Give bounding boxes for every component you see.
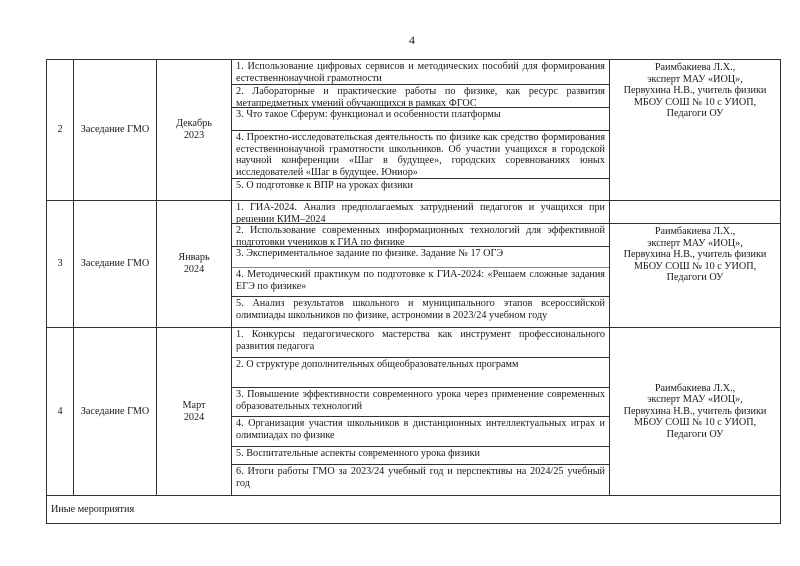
responsible-empty-subcell — [610, 201, 780, 224]
row-number: 2 — [47, 60, 74, 201]
date-year: 2024 — [183, 264, 205, 275]
page-number: 4 — [409, 33, 415, 47]
topic-item: 1. ГИА-2024. Анализ предполагаемых затруднений педагогов и учащихся при решении КИМ–2024 — [232, 201, 609, 224]
events-table — [46, 59, 781, 524]
event-date — [157, 328, 232, 496]
topic-item: 3. Что такое Сферум: функционал и особенности платформы — [232, 108, 609, 131]
responsible-line: Раимбакиева Л.Х., — [654, 62, 736, 73]
event-date — [157, 201, 232, 328]
responsible-line: МБОУ СОШ № 10 с УИОП, — [633, 260, 757, 272]
topic-item: 4. Организация участия школьников в дистанционных интеллектуальных играх и олимпиадах по физике — [232, 417, 609, 447]
event-type: Заседание ГМО — [74, 201, 157, 328]
responsible-line: Педагоги ОУ — [666, 108, 724, 120]
responsible-line: эксперт МАУ «ИОЦ», — [647, 237, 743, 249]
table-row — [47, 60, 781, 201]
topic-item: 5. Воспитательные аспекты современного урока физики — [232, 447, 609, 465]
event-date — [157, 60, 232, 201]
responsible-line: Раимбакиева Л.Х., — [654, 382, 736, 394]
responsible-line: МБОУ СОШ № 10 с УИОП, — [633, 96, 757, 108]
topic-item: 4. Методический практикум по подготовке к ГИА-2024: «Решаем сложные задания ЕГЭ по физике» — [232, 268, 609, 297]
topic-item: 5. Анализ результатов школьного и муниципального этапов всероссийской олимпиады школьников по физике, астрономии в 2023/24 учебном году — [236, 298, 605, 321]
topic-item: 1. Использование цифровых сервисов и методических пособий для формирования естественнонаучной грамотности — [232, 60, 609, 85]
responsible-line: Первухина Н.В., учитель физики — [623, 249, 767, 261]
date-year: 2024 — [183, 411, 205, 423]
responsible-line: Первухина Н.В., учитель физики — [623, 405, 767, 417]
responsible-line: эксперт МАУ «ИОЦ», — [647, 394, 743, 406]
topic-item: 1. Конкурсы педагогического мастерства как инструмент профессионального развития педагога — [232, 328, 609, 358]
responsible-cell — [610, 328, 781, 496]
topics-cell — [232, 60, 610, 201]
row-number: 3 — [47, 201, 74, 328]
responsible-line: МБОУ СОШ № 10 с УИОП, — [633, 417, 757, 429]
responsible-line: Раимбакиева Л.Х., — [654, 226, 736, 237]
topic-item: 5. О подготовке к ВПР на уроках физики — [236, 180, 413, 191]
topic-item: 2. Использование современных информационных технологий для эффективной подготовки учеников к ГИА по физике — [232, 224, 609, 247]
topic-item: 3. Экспериментальное задание по физике. Задание № 17 ОГЭ — [232, 247, 609, 268]
responsible-cell — [610, 60, 781, 201]
event-type: Заседание ГМО — [74, 328, 157, 496]
topic-item: 3. Повышение эффективности современного урока через применение современных образовательных технологий — [232, 388, 609, 417]
responsible-line: Педагоги ОУ — [666, 428, 724, 440]
topics-cell — [232, 201, 610, 328]
date-month: Январь — [178, 252, 210, 264]
responsible-line: Первухина Н.В., учитель физики — [623, 85, 767, 97]
date-month: Декабрь — [176, 118, 212, 130]
responsible-line: эксперт МАУ «ИОЦ», — [647, 73, 743, 85]
topics-cell — [232, 328, 610, 496]
date-month: Март — [182, 399, 206, 411]
table-row — [47, 328, 781, 496]
table-row — [47, 201, 781, 328]
topic-item: 4. Проектно-исследовательская деятельность по физике как средство формирования естественнонаучной грамотности школьников. Об участии учащихся в городской научной конференции «Шаг в будущее», городских соревнованиях юных исследователей «Шаг в будущее. Юниор» — [232, 131, 609, 179]
responsible-cell — [610, 201, 781, 328]
topic-item: 2. О структуре дополнительных общеобразовательных программ — [232, 358, 609, 388]
other-events-row — [47, 496, 781, 524]
event-type: Заседание ГМО — [74, 60, 157, 201]
row-number: 4 — [47, 328, 74, 496]
responsible-line: Педагоги ОУ — [666, 272, 724, 284]
other-events-label: Иные мероприятия — [47, 496, 781, 524]
topic-item: 2. Лабораторные и практические работы по физике, как ресурс развития метапредметных умений обучающихся в рамках ФГОС — [232, 85, 609, 108]
date-year: 2023 — [183, 130, 205, 141]
topic-item: 6. Итоги работы ГМО за 2023/24 учебный год и перспективы на 2024/25 учебный год — [236, 466, 605, 489]
